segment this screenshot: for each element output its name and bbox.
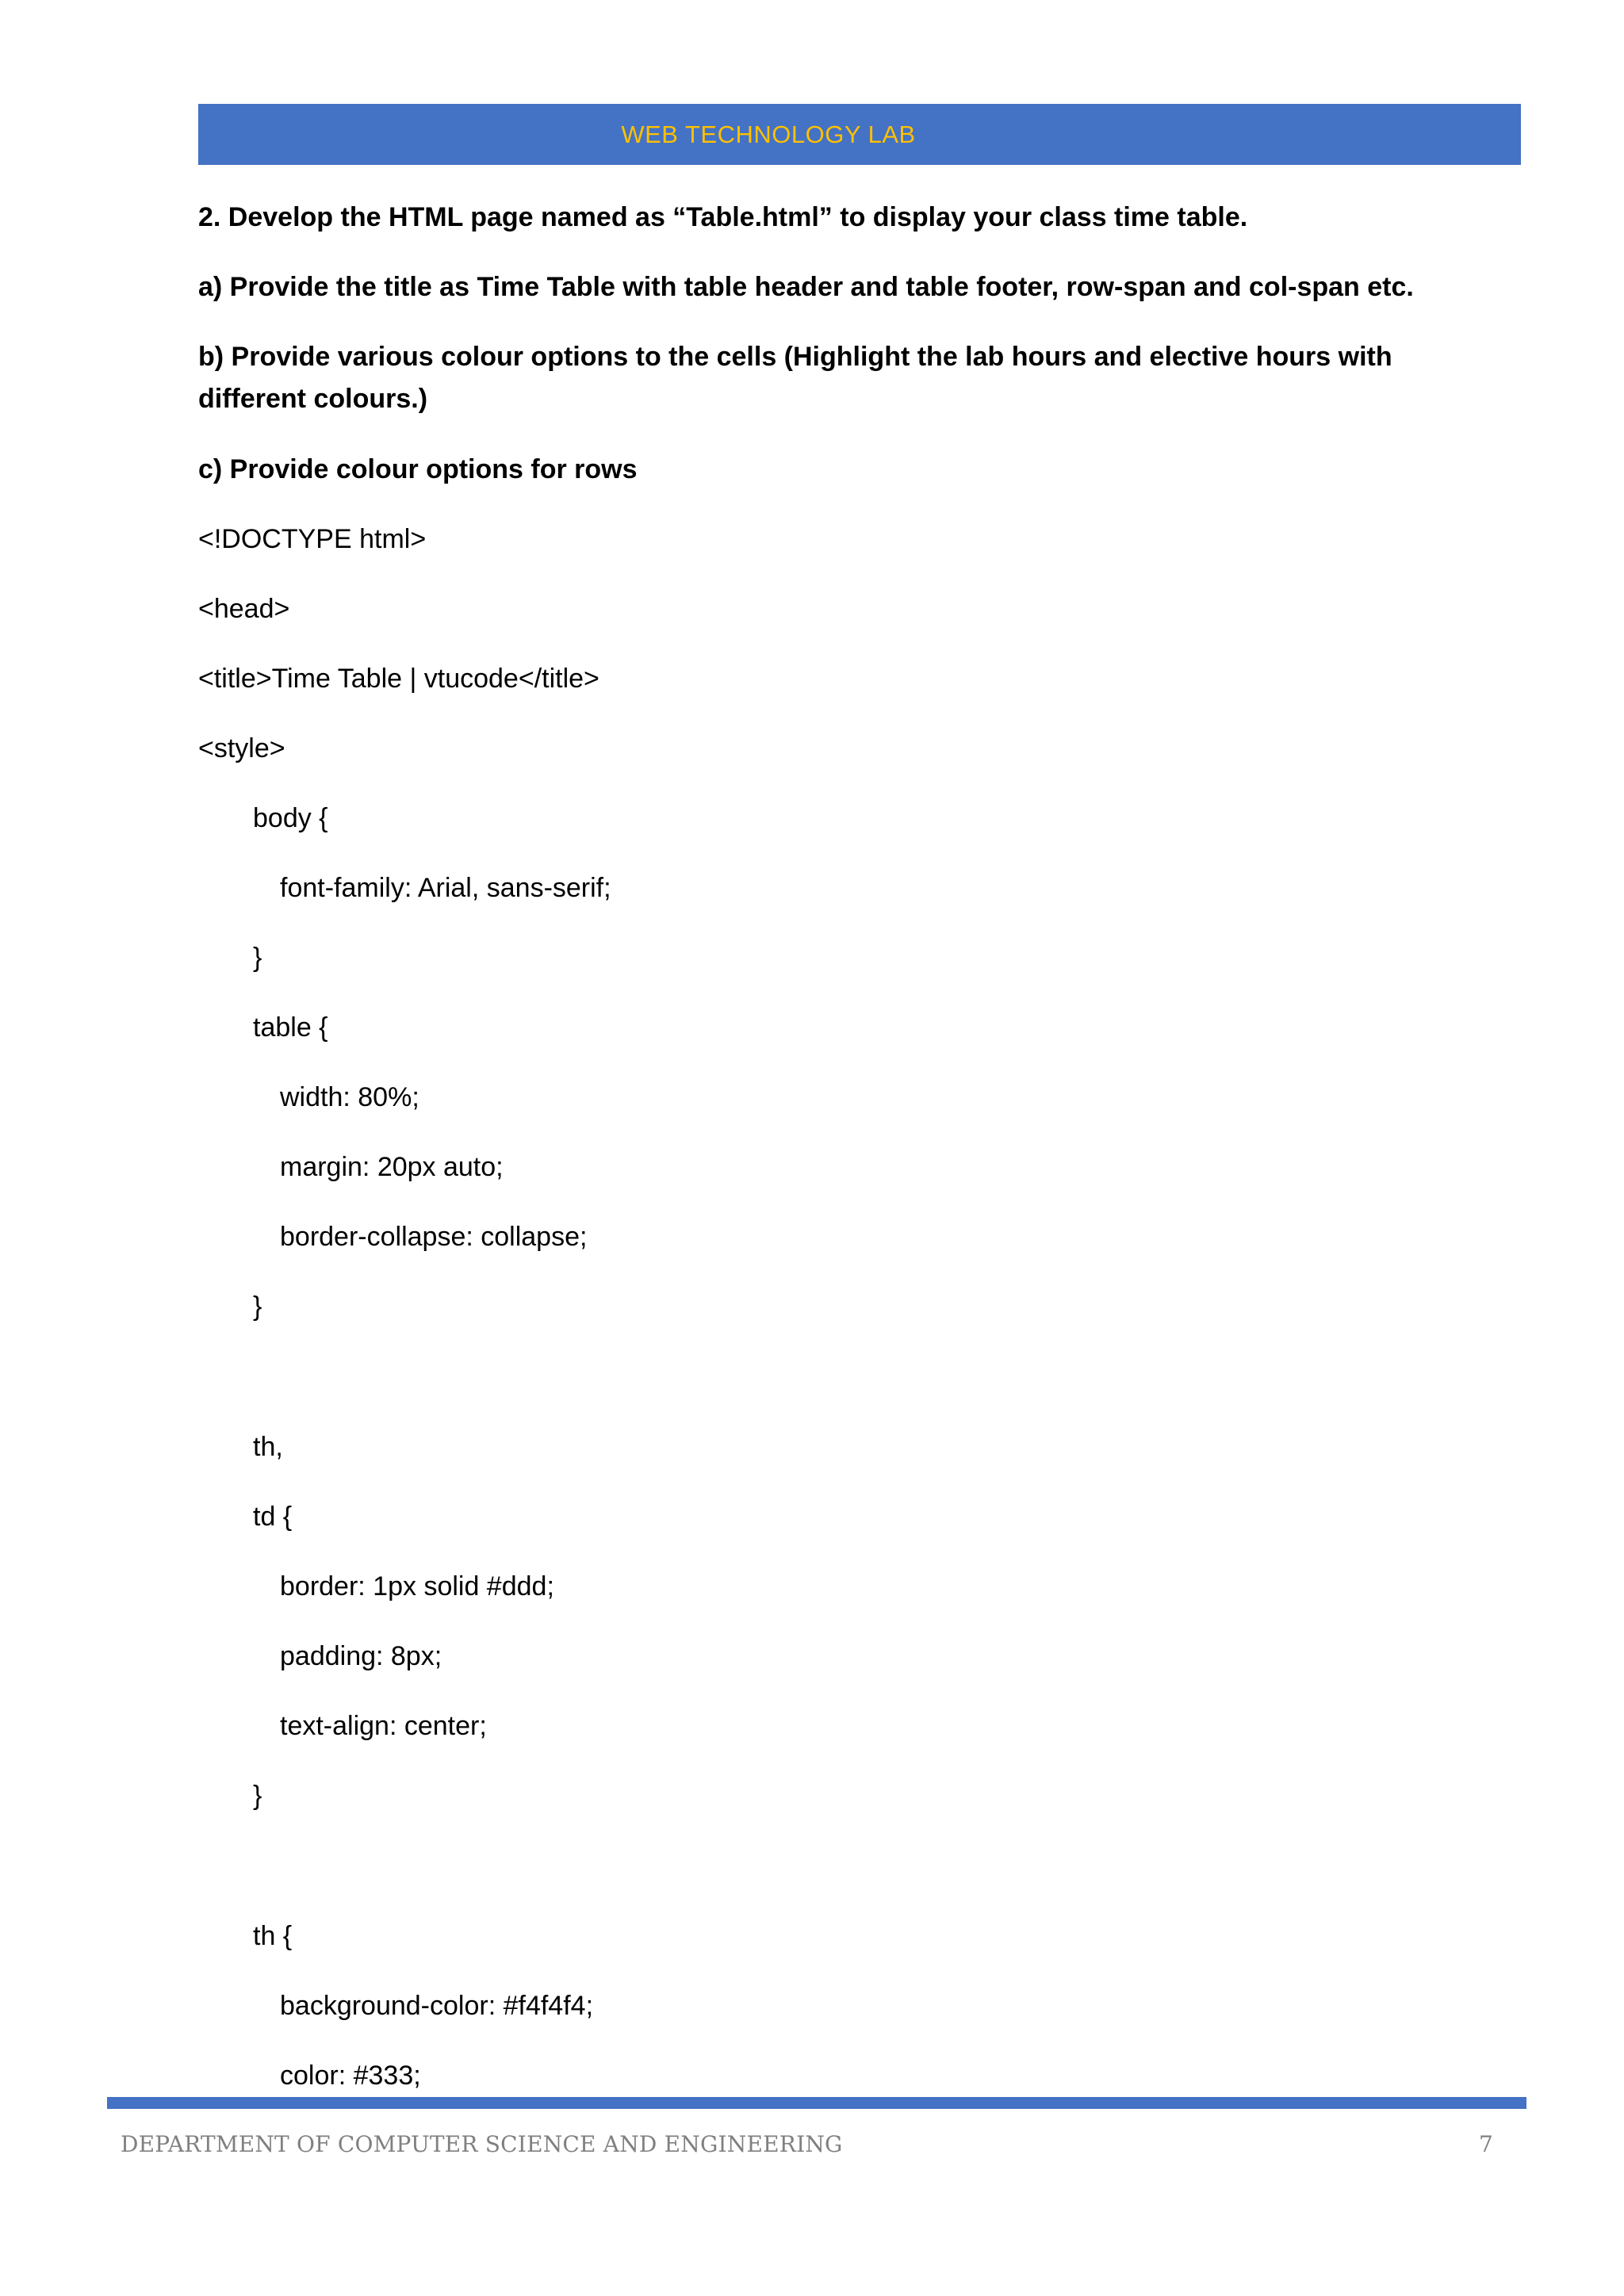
code-line: <style> xyxy=(198,733,285,763)
question-main: 2. Develop the HTML page named as “Table.html” to display your class time table. xyxy=(198,202,1248,232)
code-line: background-color: #f4f4f4; xyxy=(280,1991,594,2021)
footer-rule xyxy=(107,2097,1526,2109)
code-line: } xyxy=(253,1292,262,1322)
code-line: border-collapse: collapse; xyxy=(280,1222,588,1252)
question-part-a: a) Provide the title as Time Table with table header and table footer, row-span and col-span etc. xyxy=(198,272,1414,302)
question-part-c: c) Provide colour options for rows xyxy=(198,454,638,484)
code-line: th { xyxy=(253,1921,293,1951)
code-line: width: 80%; xyxy=(280,1082,419,1112)
footer-department: DEPARTMENT OF COMPUTER SCIENCE AND ENGINEERING xyxy=(121,2131,843,2157)
code-line: } xyxy=(253,1781,262,1811)
code-line: <title>Time Table | vtucode</title> xyxy=(198,664,599,694)
question-part-b-line1: b) Provide various colour options to the cells (Highlight the lab hours and elective hours with xyxy=(198,342,1392,372)
code-line: border: 1px solid #ddd; xyxy=(280,1571,554,1601)
code-line: padding: 8px; xyxy=(280,1641,442,1671)
code-line: margin: 20px auto; xyxy=(280,1152,504,1182)
code-line: table { xyxy=(253,1012,328,1043)
header-bar xyxy=(198,104,1521,165)
header-title: WEB TECHNOLOGY LAB xyxy=(621,121,916,148)
code-line: <!DOCTYPE html> xyxy=(198,524,427,554)
code-line: th, xyxy=(253,1432,283,1462)
code-line: text-align: center; xyxy=(280,1711,487,1741)
code-line: body { xyxy=(253,803,328,833)
code-line: font-family: Arial, sans-serif; xyxy=(280,873,611,903)
code-line: <head> xyxy=(198,594,290,624)
footer-page-number: 7 xyxy=(1479,2131,1493,2157)
code-line: color: #333; xyxy=(280,2061,421,2091)
question-part-b-line2: different colours.) xyxy=(198,384,428,414)
code-line: } xyxy=(253,943,262,973)
code-line: td { xyxy=(253,1502,293,1532)
